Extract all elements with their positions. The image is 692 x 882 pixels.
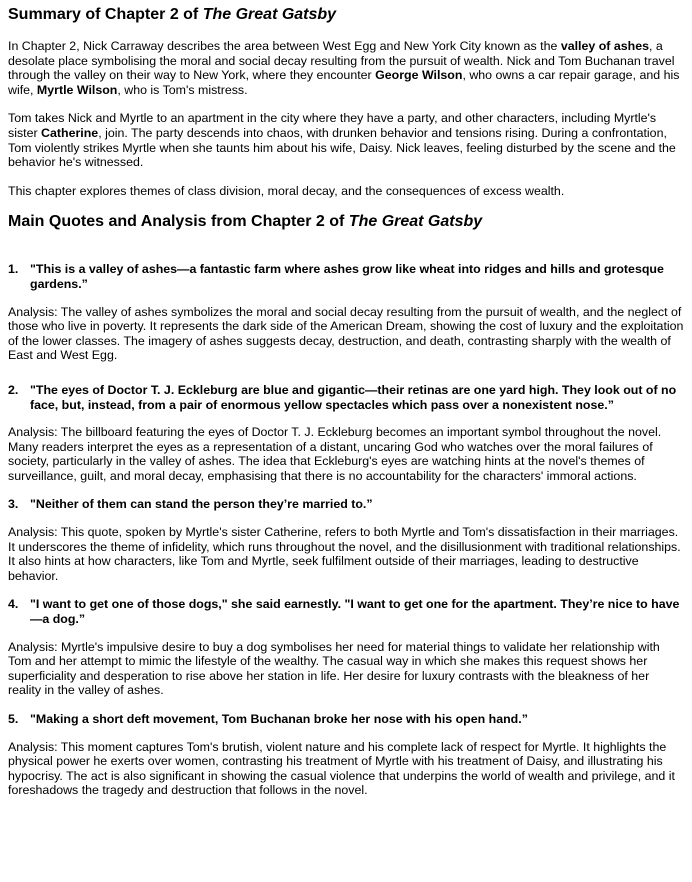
analysis-paragraph: Analysis: This moment captures Tom's brutish, violent nature and his complete lack of respect for Myrtle. It highlights the physical power he exerts over women, contrasting his treatment of Myrtle with his treatment of Daisy, and illustrating his hypocrisy. The act is also significant in showing the casual violence that underpins the world of wealth and privilege, and it foreshadows the tragedy and destruction that follows in the novel.	[8, 739, 675, 798]
quote-heading	[8, 383, 684, 412]
quote-number: 1.	[8, 262, 19, 277]
analysis-paragraph: Analysis: The valley of ashes symbolizes the moral and social decay resulting from the pursuit of wealth, and the neglect of those who live in poverty. It represents the dark side of the American Dream, showing the cost of luxury and the exploitation of the lower classes. The imagery of ashes suggests decay, destruction, and death, contrasting sharply with the wealth of East and West Egg.	[8, 304, 684, 363]
quote-heading	[8, 262, 684, 291]
text-segment: The Great Gatsby	[348, 213, 483, 231]
quote-text: "I want to get one of those dogs," she said earnestly. "I want to get one for the apartment. They’re nice to have—a dog.”	[30, 597, 680, 627]
summary-paragraph	[8, 184, 684, 199]
summary-section	[8, 39, 684, 198]
text-segment: , a desolate place symbolising the moral and social decay resulting from the pursuit of wealth. Nick and Tom Buchanan travel through the valley on their way to New York, where they encounter	[8, 39, 675, 83]
analysis-paragraph: Analysis: Myrtle's impulsive desire to buy a dog symbolises her need for material things to validate her relationship with Tom and her attempt to mimic the lifestyle of the wealthy. The casual way in which she makes this request shows her superficiality and desperation to rise above her station in life. Her desire for luxury contrasts with the bleakness of her reality in the valley of ashes.	[8, 639, 660, 698]
quote-item	[8, 262, 684, 363]
quote-number: 3.	[8, 497, 19, 512]
text-segment: Summary of Chapter 2 of	[8, 6, 203, 23]
quote-item	[8, 597, 684, 698]
text-segment: Catherine	[41, 125, 99, 140]
text-segment: Tom takes Nick and Myrtle to an apartment in the city where they have a party, and other characters, including Myrtle's sister	[8, 111, 657, 140]
analysis-paragraph: Analysis: This quote, spoken by Myrtle's sister Catherine, refers to both Myrtle and Tom's dissatisfaction in their marriages. It underscores the theme of infidelity, which runs throughout the novel, and the disillusionment with traditional relationships. It also hints at how characters, like Tom and Myrtle, seek fulfilment outside of their marriages, leading to destructive behavior.	[8, 525, 681, 583]
quote-text: "Neither of them can stand the person they’re married to.”	[30, 497, 373, 512]
text-segment: This chapter explores themes of class division, moral decay, and the consequences of excess wealth.	[8, 183, 565, 198]
text-segment: The Great Gatsby	[202, 6, 337, 23]
quote-item	[8, 383, 684, 484]
text-segment: , join. The party descends into chaos, with drunken behavior and tensions rising. During a confrontation, Tom violently strikes Myrtle when she taunts him about his wife, Daisy. Nick leaves, feeling disturbed by the scene and the behavior he's witnessed.	[8, 125, 676, 170]
summary-paragraph	[8, 111, 684, 169]
text-segment: valley of ashes	[560, 39, 649, 53]
quote-text: "Making a short deft movement, Tom Buchanan broke her nose with his open hand.”	[30, 712, 528, 726]
quote-text: "This is a valley of ashes—a fantastic farm where ashes grow like wheat into ridges and hills and grotesque gardens.”	[30, 262, 664, 291]
text-segment: , who is Tom's mistress.	[117, 82, 248, 97]
quote-heading	[8, 497, 684, 512]
quote-item	[8, 497, 684, 583]
text-segment: George Wilson	[375, 68, 463, 83]
quote-heading	[8, 712, 684, 727]
quotes-heading	[8, 212, 684, 232]
analysis-paragraph: Analysis: The billboard featuring the eyes of Doctor T. J. Eckleburg becomes an important symbol throughout the novel. Many readers interpret the eyes as a representation of a distant, uncaring God who watches over the moral failures of society, particularly in the valley of ashes. The idea that Eckleburg's eyes are watching hints at the novel's themes of surveillance, guilt, and moral decay, emphasising that there is no accountability for the characters' immoral actions.	[8, 425, 662, 483]
summary-heading	[8, 5, 684, 25]
quote-text: "The eyes of Doctor T. J. Eckleburg are blue and gigantic—their retinas are one yard high. They look out of no face, but, instead, from a pair of enormous yellow spectacles which pass over a nonexistent nose.”	[30, 382, 677, 412]
summary-paragraph	[8, 39, 684, 97]
quotes-list	[8, 262, 684, 798]
quote-item	[8, 712, 684, 798]
quote-number: 5.	[8, 712, 19, 726]
quote-number: 4.	[8, 597, 19, 612]
text-segment: In Chapter 2, Nick Carraway describes the area between West Egg and New York City known as the	[8, 39, 561, 53]
text-segment: Main Quotes and Analysis from Chapter 2 of	[8, 213, 349, 231]
text-segment: , who owns a car repair garage, and his wife,	[8, 68, 680, 97]
quote-number: 2.	[8, 382, 19, 397]
text-segment: Myrtle Wilson	[36, 82, 118, 97]
quote-heading	[8, 597, 684, 626]
